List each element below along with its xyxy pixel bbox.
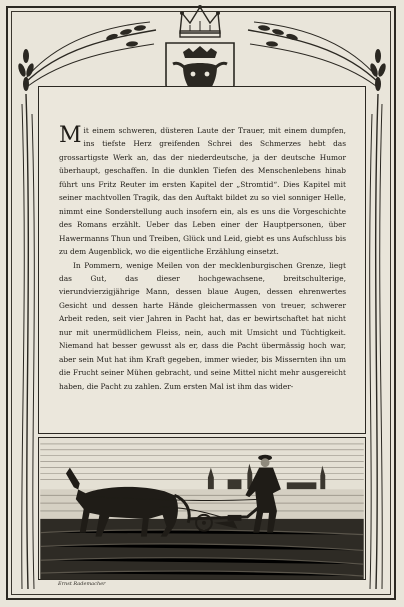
wheat-ornament-top-right [244, 18, 384, 88]
paragraph-2: In Pommern, wenige Meilen von der mecklenburgischen Grenze, liegt das Gut, das dieser hochgewachsene, breitschulterige, vierundvierzigjährige Mann, dessen blaue Augen, dessen ehrenwertes Gesicht und dessen harte Hände gleichermassen von treuer, schwerer Arbeit reden, seit vier Jahren in Pacht hat, das er bewirtschaftet hat nicht nur mit unermüdlichem Fleiss, nein, auch mit Umsicht und Tüchtigkeit. Niemand hat besser gewusst als er, dass die Pacht übermässig hoch war, aber sein Mut hat ihm Kraft gegeben, immer wieder, bis Missernten ihn um die Frucht seiner Mühen gebracht, und seine Mittel nicht mehr ausgereicht haben, die Pacht zu zahlen. Zum ersten Mal ist ihm das wider- [59, 260, 346, 391]
wheat-ornament-top-left [20, 18, 160, 88]
artist-signature: Ernst Rademacher [58, 581, 106, 587]
drop-cap: M [59, 123, 82, 148]
article-body [59, 124, 346, 393]
paragraph-1-text: it einem schweren, düsteren Laute der Trauer, mit einem dumpfen, ins tiefste Herz greifenden Schrei des Schmerzes hebt das grossartigste Werk an, das der niederdeutsche, ja der deutsche Humor überhaupt, geschaffen. In die dunklen Tiefen des Menschenlebens hinab führt uns Fritz Reuter im ersten Kapitel der „Stromtid“. Dies Kapitel mit seiner machtvollen Tragik, das den Auftakt bildet zu so viel sonniger Helle, nimmt eine Sonderstellung auch insofern ein, als es uns die Vorgeschichte des Romans erzählt. Ueber das Leben einer der Hauptpersonen, über Hawermanns Thun und Treiben, Glück und Leid, giebt es uns Aufschluss bis zu dem Augenblick, wo die eigentliche Erzählung einsetzt. [59, 126, 346, 257]
plowing-illustration [38, 437, 366, 580]
paragraph-1 [59, 124, 346, 259]
crown-icon [176, 3, 224, 39]
